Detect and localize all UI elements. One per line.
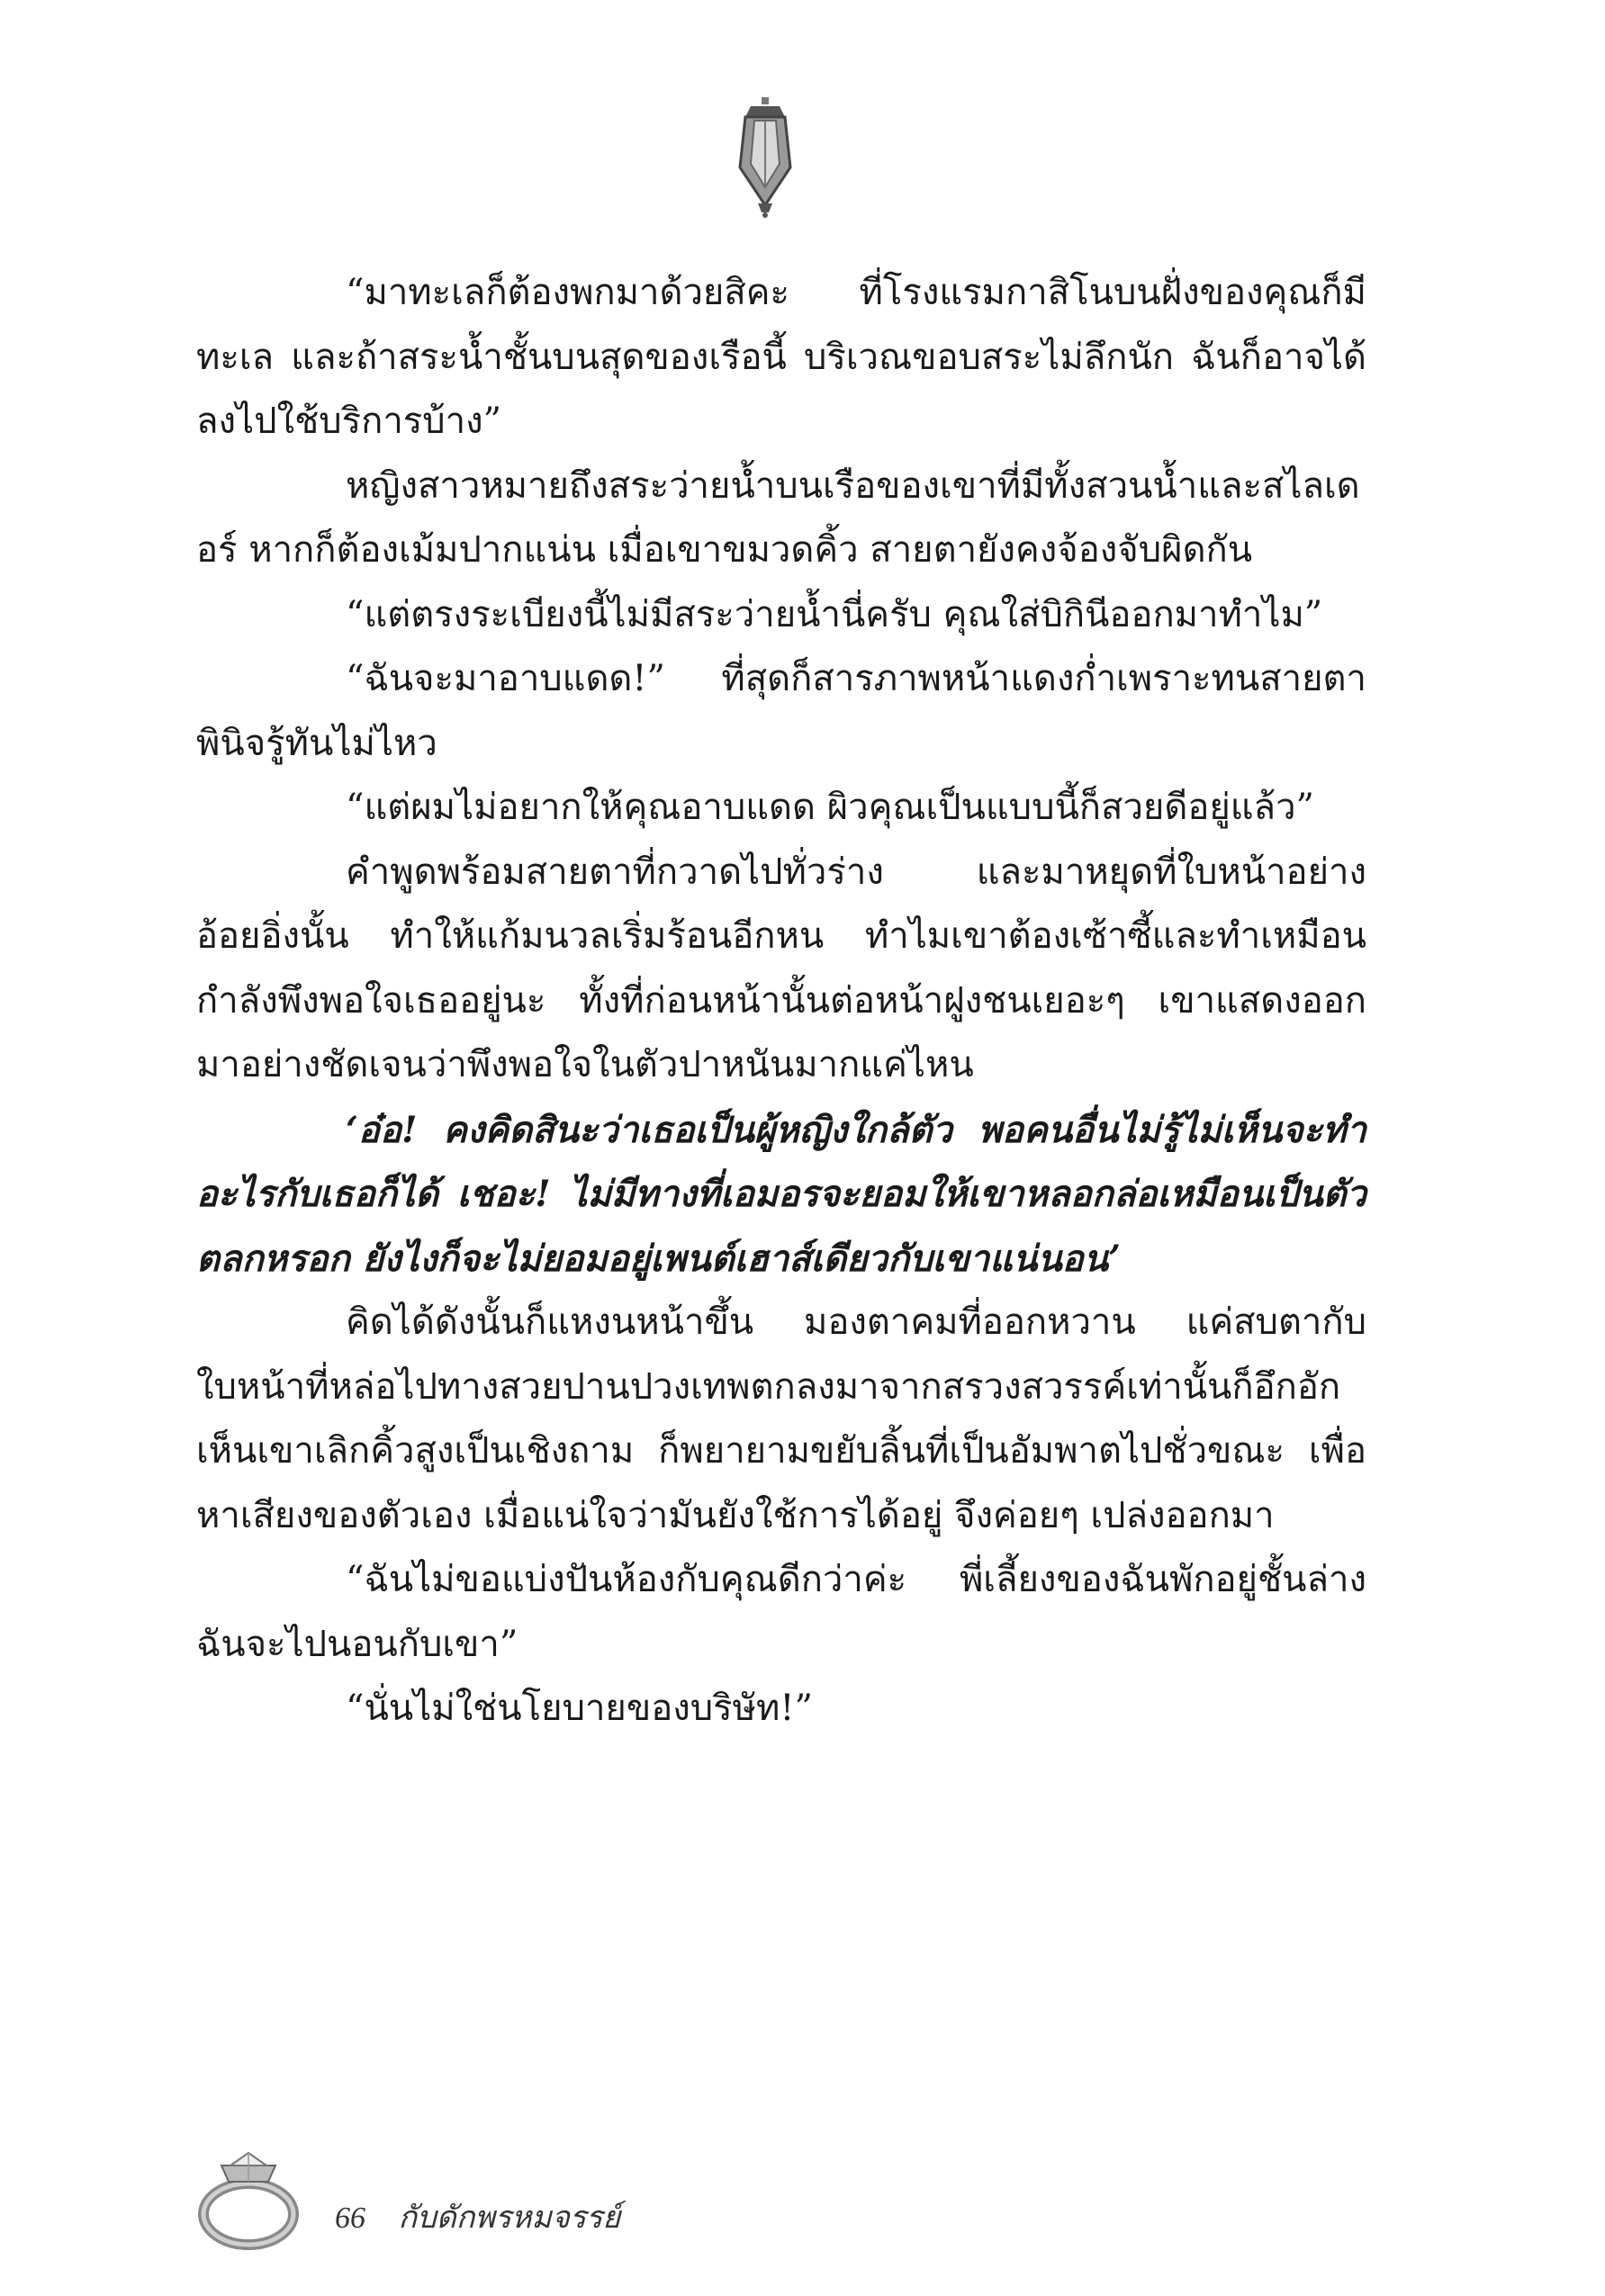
body-text [196, 261, 1366, 1742]
page-footer [335, 2192, 620, 2241]
paragraph: “แต่ตรงระเบียงนี้ไม่มีสระว่ายน้ำนี่ครับ คุณใส่บิกินีออกมาทำไม” [346, 593, 1323, 635]
page-number: 66 [335, 2201, 365, 2235]
paragraph: “มาทะเลก็ต้องพกมาด้วยสิคะ ที่โรงแรมกาสิโนบนฝั่งของคุณก็มีทะเล และถ้าสระน้ำชั้นบนสุดของเรือนี้ บริเวณขอบสระไม่ลึกนัก ฉันก็อาจได้ลงไปใช้บริการบ้าง” [196, 272, 1366, 442]
paragraph: “นั่นไม่ใช่นโยบายของบริษัท!” [346, 1688, 813, 1729]
paragraph: คำพูดพร้อมสายตาที่กวาดไปทั่วร่าง และมาหยุดที่ใบหน้าอย่างอ้อยอิ่งนั้น ทำให้แก้มนวลเริ่มร้อนอีกหน ทำไมเขาต้องเซ้าซี้และทำเหมือนกำลังพึงพอใจเธออยู่นะ ทั้งที่ก่อนหน้านั้นต่อหน้าฝูงชนเยอะๆ เขาแสดงออกมาอย่างชัดเจนว่าพึงพอใจในตัวปาหนันมากแค่ไหน [196, 851, 1366, 1085]
inner-thought-paragraph: ‘อ๋อ! คงคิดสินะว่าเธอเป็นผู้หญิงใกล้ตัว พอคนอื่นไม่รู้ไม่เห็นจะทำอะไรกับเธอก็ได้ เชอะ! ไม่มีทางที่เอมอรจะยอมให้เขาหลอกล่อเหมือนเป็นตัวตลกหรอก ยังไงก็จะไม่ยอมอยู่เพนต์เฮาส์เดียวกับเขาแน่นอน’ [196, 1108, 1366, 1280]
paragraph: “แต่ผมไม่อยากให้คุณอาบแดด ผิวคุณเป็นแบบนี้ก็สวยดีอยู่แล้ว” [346, 787, 1314, 828]
paragraph: คิดได้ดังนั้นก็แหงนหน้าขึ้น มองตาคมที่ออกหวาน แค่สบตากับใบหน้าที่หล่อไปทางสวยปานปวงเทพตกลงมาจากสรวงสวรรค์เท่านั้นก็อึกอัก เห็นเขาเลิกคิ้วสูงเป็นเชิงถาม ก็พยายามขยับลิ้นที่เป็นอัมพาตไปชั่วขณะ เพื่อหาเสียงของตัวเอง เมื่อแน่ใจว่ามันยังใช้การได้อยู่ จึงค่อยๆ เปล่งออกมา [196, 1301, 1366, 1536]
paragraph: “ฉันไม่ขอแบ่งปันห้องกับคุณดีกว่าค่ะ พี่เลี้ยงของฉันพักอยู่ชั้นล่าง ฉันจะไปนอนกับเขา” [196, 1559, 1366, 1665]
paragraph: หญิงสาวหมายถึงสระว่ายน้ำบนเรือของเขาที่มีทั้งสวนน้ำและสไลเดอร์ หากก็ต้องเม้มปากแน่น เมื่อเขาขมวดคิ้ว สายตายังคงจ้องจับผิดกัน [196, 464, 1360, 571]
diamond-ring-icon [193, 2151, 301, 2250]
lantern-icon [731, 97, 799, 218]
book-title: กับดักพรหมจรรย์ [398, 2201, 621, 2235]
paragraph: “ฉันจะมาอาบแดด!” ที่สุดก็สารภาพหน้าแดงก่ำเพราะทนสายตาพินิจรู้ทันไม่ไหว [196, 658, 1366, 764]
